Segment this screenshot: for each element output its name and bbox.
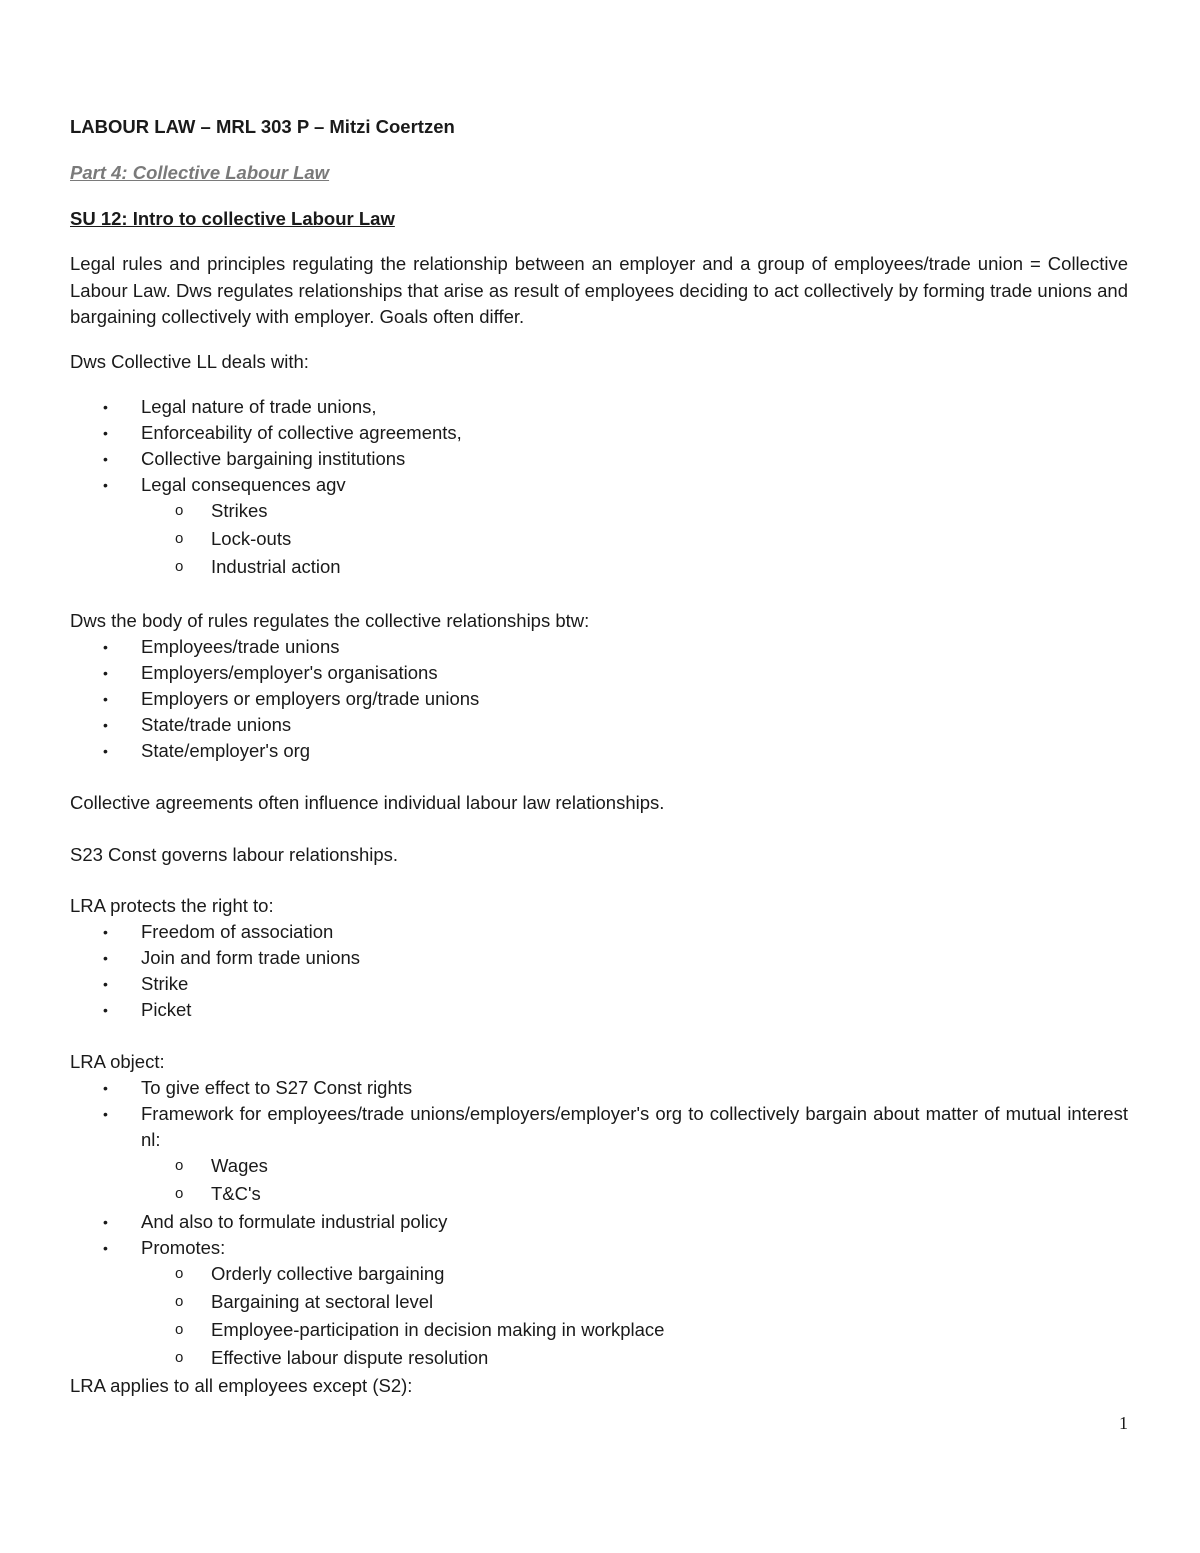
deals-with-lead: Dws Collective LL deals with: <box>70 351 309 372</box>
bullet-icon: • <box>103 1106 108 1122</box>
sub-bullet-icon: o <box>175 1185 184 1202</box>
bullet-icon: • <box>103 1214 108 1230</box>
sub-bullet-icon: o <box>175 1157 184 1174</box>
bullet-icon: • <box>103 665 108 681</box>
bullet-icon: • <box>103 1240 108 1256</box>
bullet-icon: • <box>103 950 108 966</box>
bullet-icon: • <box>103 691 108 707</box>
sub-bullet-icon: o <box>175 1349 184 1366</box>
bullet-icon: • <box>103 1080 108 1096</box>
page-number: 1 <box>1119 1413 1128 1433</box>
bullet-icon: • <box>103 425 108 441</box>
document-title: LABOUR LAW – MRL 303 P – Mitzi Coertzen <box>70 116 455 137</box>
part-heading: Part 4: Collective Labour Law <box>70 162 330 183</box>
bullet-icon: • <box>103 639 108 655</box>
bullet-icon: • <box>103 1002 108 1018</box>
bullet-icon: • <box>103 976 108 992</box>
sub-bullet-icon: o <box>175 1293 184 1310</box>
body-of-rules-lead: Dws the body of rules regulates the collective relationships btw: <box>70 610 590 631</box>
sub-bullet-icon: o <box>175 1265 184 1282</box>
su-heading: SU 12: Intro to collective Labour Law <box>70 208 395 229</box>
intro-paragraph: Legal rules and principles regulating the relationship between an employer and a group of employees/trade union = Collective Labour Law. Dws regulates relationships that arise as result of employees deciding to act collectively by forming trade unions and bargaining collectively with employer. Goals often differ. <box>70 253 1128 327</box>
lra-object-lead: LRA object: <box>70 1051 165 1072</box>
sub-bullet-icon: o <box>175 558 184 575</box>
lra-protects-lead: LRA protects the right to: <box>70 895 274 916</box>
s23-paragraph: S23 Const governs labour relationships. <box>70 844 399 865</box>
sub-bullet-icon: o <box>175 530 184 547</box>
bullet-icon: • <box>103 399 108 415</box>
bullet-icon: • <box>103 717 108 733</box>
bullet-icon: • <box>103 743 108 759</box>
collective-agreements-paragraph: Collective agreements often influence individual labour law relationships. <box>70 792 665 813</box>
lra-applies-paragraph: LRA applies to all employees except (S2): <box>70 1375 413 1396</box>
bullet-icon: • <box>103 477 108 493</box>
bullet-icon: • <box>103 451 108 467</box>
document-page: LABOUR LAW – MRL 303 P – Mitzi Coertzen Part 4: Collective Labour Law SU 12: Intro to collective Labour Law Legal rules and principles regulating the relationship between an employer and a group of employees/trade union = Collective Labour Law. Dws regulates relationships that arise as result of employees deciding to act collectively by forming trade unions and bargaining collectively with employer. Goals often differ. Dws Collective LL deals with: • Legal nature of trade unions, • Enforceability of collective agreements, • Collective bargaining institutions • Legal consequences agv o Strikes o Lock-outs o Industrial action Dws the body of rules regulates the collective relationships btw: • Employees/trade unions • Employers/employer's organisations • Employers or employers org/trade unions • State/trade unions • State/employer's org Collective agreements often influence individual labour law relationships. S23 Const governs labour relationships. LRA protects the right to: • Freedom of association • Join and form trade unions • Strike • Picket LRA object: • To give effect to S27 Const rights • Framework for employees/trade unions/employers/employer's org to collectively bargain about matter of mutual interest nl: o Wages o T&C's • And also to formulate industrial policy • Promotes: o Orderly collective bargaining o Bargaining at sectoral level o Employee-participation in decision making in workplace o Effective labour dispute resolution LRA applies to all employees except (S2): 1 <box>0 0 1200 1553</box>
sub-bullet-icon: o <box>175 1321 184 1338</box>
sub-bullet-icon: o <box>175 502 184 519</box>
bullet-icon: • <box>103 924 108 940</box>
